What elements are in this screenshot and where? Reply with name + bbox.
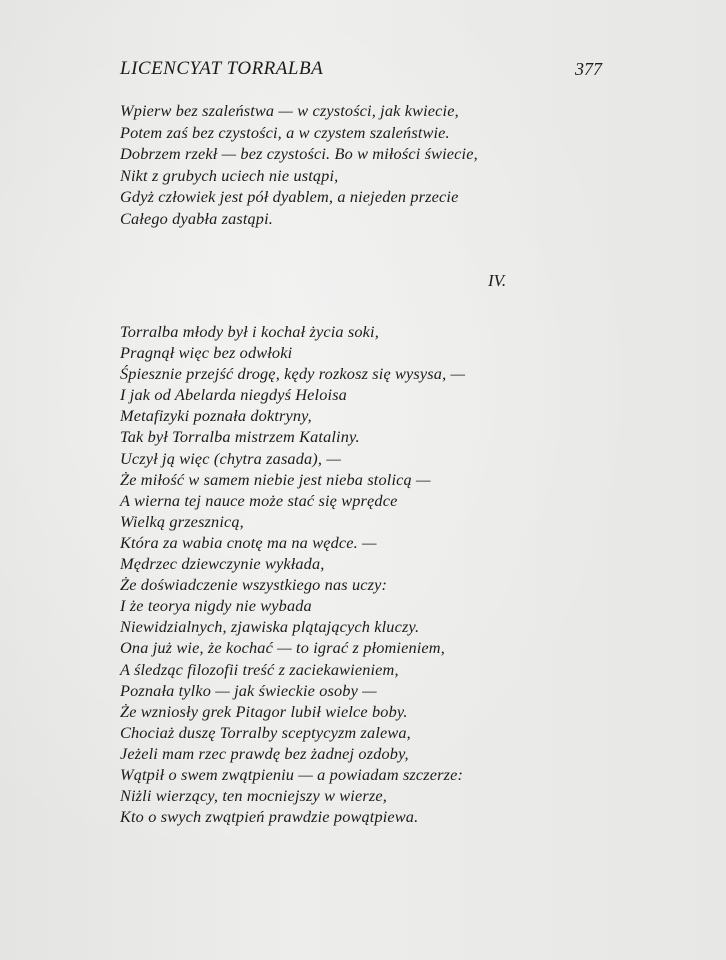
verse-line: Jeżeli mam rzec prawdę bez żadnej ozdoby, xyxy=(120,743,409,763)
verse-line: Kto o swych zwątpień prawdzie powątpiewa. xyxy=(120,807,419,827)
verse-line: Śpiesznie przejść drogę, kędy rozkosz się wysysa, — xyxy=(120,364,466,384)
page-number: 377 xyxy=(575,59,602,79)
verse-line: Gdyż człowiek jest pół dyablem, a niejeden przecie xyxy=(120,187,459,207)
verse-line: Chociaż duszę Torralby sceptycyzm zalewa, xyxy=(120,722,411,742)
verse-line: Niewidzialnych, zjawiska plątających kluczy. xyxy=(120,617,420,637)
verse-line: Że miłość w samem niebie jest nieba stolicą — xyxy=(120,469,431,489)
verse-line: Nikt z grubych uciech nie ustąpi, xyxy=(120,165,339,185)
verse-line: Ona już wie, że kochać — to igrać z płomieniem, xyxy=(120,638,445,658)
verse-line: Wielką grzesznicą, xyxy=(120,511,244,531)
verse-line: Że wzniosły grek Pitagor lubił wielce boby. xyxy=(120,701,408,721)
verse-line: Wątpił o swem zwątpieniu — a powiadam szczerze: xyxy=(120,764,464,784)
verse-line: I że teorya nigdy nie wybada xyxy=(120,596,312,616)
verse-line: Całego dyabła zastąpi. xyxy=(120,208,273,228)
verse-line: Dobrzem rzekł — bez czystości. Bo w miłości świecie, xyxy=(120,144,478,164)
verse-line: A wierna tej nauce może stać się wprędce xyxy=(120,490,398,510)
verse-line: Pragnął więc bez odwłoki xyxy=(120,343,293,363)
running-title: LICENCYAT TORRALBA xyxy=(120,58,324,79)
section-numeral: IV. xyxy=(488,271,507,290)
verse-line: Tak był Torralba mistrzem Kataliny. xyxy=(120,427,360,447)
verse-line: I jak od Abelarda niegdyś Heloisa xyxy=(120,385,347,405)
verse-line: Metafizyki poznała doktryny, xyxy=(120,406,312,426)
verse-line: Uczył ją więc (chytra zasada), — xyxy=(120,448,341,468)
verse-line: Która za wabia cnotę ma na wędce. — xyxy=(120,532,377,552)
verse-line: Niżli wierzący, ten mocniejszy w wierze, xyxy=(120,786,387,806)
verse-line: Torralba młody był i kochał życia soki, xyxy=(120,322,379,341)
verse-line: Poznała tylko — jak świeckie osoby — xyxy=(120,680,377,700)
page-header xyxy=(120,58,602,84)
verse-line: Potem zaś bez czystości, a w czystem szaleństwie. xyxy=(120,122,450,142)
stanza-1 xyxy=(120,100,600,230)
verse-line: Mędrzec dziewczynie wykłada, xyxy=(120,554,325,574)
verse-line: Wpierw bez szaleństwa — w czystości, jak kwiecie, xyxy=(120,101,459,120)
stanza-2 xyxy=(120,321,600,827)
verse-line: A śledząc filozofii treść z zaciekawieniem, xyxy=(120,659,399,679)
verse-line: Że doświadczenie wszystkiego nas uczy: xyxy=(120,575,388,595)
